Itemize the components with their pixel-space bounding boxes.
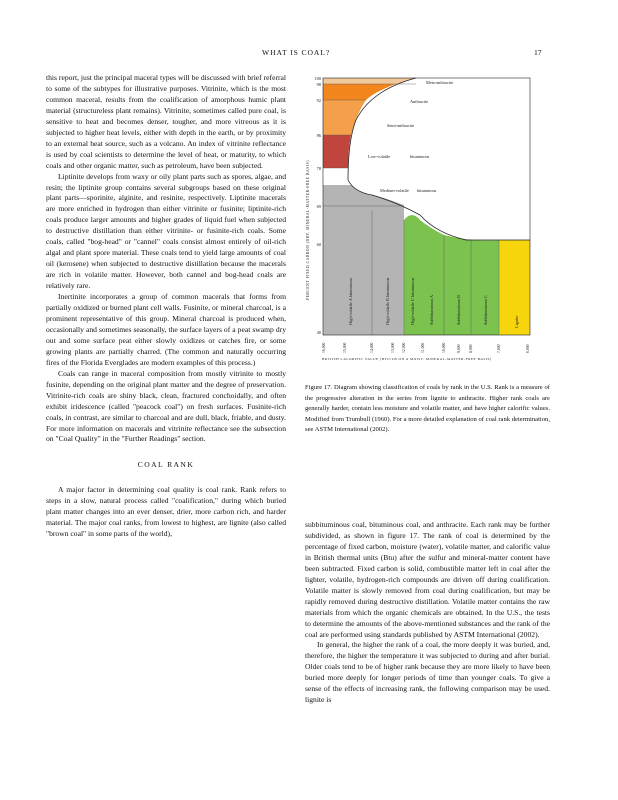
paragraph: In general, the higher the rank of a coal, the more deeply it was buried, and, therefore, the higher the temperature it was subjected to during and after burial. Older coals tend to be of higher rank because they are more likely to have been buried more deeply for longer periods of time than younger coals. To give a sense of the effects of increasing rank, the following comparison may be used. lignite is xyxy=(305,640,550,705)
y-axis-label: PERCENT FIXED CARBON (DRY, MINERAL-MATTER-FREE BASIS) xyxy=(306,159,310,300)
x-tick: 9,000 xyxy=(457,344,461,353)
section-heading-coal-rank: COAL RANK xyxy=(137,460,195,470)
rank-label-meta-anthracite: Meta-anthracite xyxy=(426,80,454,85)
y-tick: 100 xyxy=(314,76,321,81)
figure-caption: Figure 17. Diagram showing classification of coals by rank in the U.S. Rank is a measure of the progressive alteration in the series from lignite to anthracite. Higher rank coals are generally harder, contain less moisture and volatile matter, and have higher calorific values. Modified from Trumbull (1960). For a more detailed explanation of coal rank determination, see ASTM International (2002). xyxy=(305,384,550,434)
x-tick: 12,000 xyxy=(402,342,406,353)
rank-label-low-volatile: Low-volatile xyxy=(368,154,391,159)
y-axis-ticks xyxy=(314,76,321,335)
paragraph: subbituminous coal, bituminous coal, and anthracite. Each rank may be further subdivided, as shown in figure 17. The rank of coal is determined by the percentage of fixed carbon, moisture (water), volatile matter, and calorific value in British thermal units (Btu) after the sulfur and mineral-matter content have been subtracted. Fixed carbon is solid, combustible matter left in coal after the lighter, volatile, hydrogen-rich compounds are driven off during coalification. Volatile matter is slowly removed from coal during coalification, but may be rapidly removed during destructive distillation. Volatile matter contains the raw materials from which the organic chemicals are obtained. In the U.S., the tests to determine the amounts of the above-mentioned substances and the rank of the coal are performed using standards published by ASTM International (2002). xyxy=(305,520,550,639)
y-tick: 78 xyxy=(316,166,321,171)
running-title: WHAT IS COAL? xyxy=(262,48,331,57)
rank-label-subbit-a: Subbituminous A xyxy=(429,295,434,325)
x-tick: 7,000 xyxy=(497,344,501,353)
paragraph: Liptinite develops from waxy or oily plant parts such as spores, algae, and resin; the liptinite group contains several subgroups based on these original plant parts—sporinite, alginite, and resinite, respectively. Liptinite macerals are more enriched in hydrogen than either vitrinite or fusinite; liptinite-rich coals produce larger amounts and higher grades of liquid fuel when subjected to destructive distillation than either vitrinite- or fusinite-rich coals. Some coals, called "bog-head" or "cannel" coals consist almost entirely of oil-rich algal and plant spore material. These coals tend to yield large amounts of coal oil (kerosene) when subjected to destructive distillation because the macerals are rich in volatile matter. However, both cannel and bog-head coals are relatively rare. xyxy=(46,171,286,291)
rank-label-medium-volatile: Medium-volatile xyxy=(380,188,409,193)
x-tick: 16,000 xyxy=(322,342,326,353)
y-tick: 98 xyxy=(316,82,321,87)
right-text-column xyxy=(305,520,550,706)
coal-rank-figure xyxy=(296,70,560,370)
y-tick: 60 xyxy=(316,242,321,247)
rank-label-subbit-c: Subbituminous C xyxy=(483,295,488,325)
x-axis-ticks xyxy=(322,342,531,353)
paragraph: Inertinite incorporates a group of common macerals that forms from partially oxidized or burned plant cell walls. Fusinite, or mineral charcoal, is a prominent representative of this group. Mineral charcoal is produced when, occasionally and sometimes seasonally, the surface layers of a peat swamp dry out and some surface peat either slowly oxidizes or catches fire, or some growing plants are partially charred. (The common and naturally occurring fires of the Florida Everglades are modern examples of this process.) xyxy=(46,292,286,367)
low-volatile-region xyxy=(323,135,351,168)
x-tick: 8,000 xyxy=(469,344,473,353)
y-tick: 69 xyxy=(316,204,321,209)
coal-rank-diagram xyxy=(296,70,560,370)
rank-label-subbit-b: Subbituminous B xyxy=(456,295,461,325)
x-tick: 15,000 xyxy=(343,342,347,353)
rank-label-lignite: Lignite xyxy=(514,315,519,328)
page-number: 17 xyxy=(534,48,542,57)
paragraph: Coals can range in maceral composition from mostly vitrinite to mostly fusinite, depending on the original plant matter and the degree of preservation. Vitrinite-rich coals are shiny black, clean, fractured conchoidally, and often exhibit iridescence (called "peacock coal") on fresh surfaces. Fusinite-rich coals, in contrast, are similar to charcoal and are dull, black, friable, and dusty. For more information on macerals and vitrinite reflectance see the subsection on "Coal Quality" in the "Further Readings" section. xyxy=(46,368,286,444)
x-tick: 13,000 xyxy=(391,342,395,353)
rank-label-anthracite: Anthracite xyxy=(410,99,429,104)
y-tick: 92 xyxy=(316,98,321,103)
x-tick: 11,000 xyxy=(421,342,425,353)
rank-label-medium-volatile-bituminous: bituminous xyxy=(417,188,437,193)
rank-label-low-volatile-bituminous: bituminous xyxy=(410,154,430,159)
x-tick: 6,000 xyxy=(526,344,530,353)
rank-label-hvcb: High-volatile C bituminous xyxy=(410,277,415,325)
rank-label-hvab: High-volatile A bituminous xyxy=(348,277,353,325)
paragraph: A major factor in determining coal quality is coal rank. Rank refers to steps in a slow, natural process called "coalification," during which buried plant matter changes into an ever denser, drier, more carbon rich, and harder material. The major coal ranks, from lowest to highest, are lignite (also called "brown coal" in some parts of the world), xyxy=(46,485,286,539)
x-tick: 10,000 xyxy=(442,342,446,353)
rank-label-semi-anthracite: Semi-anthracite xyxy=(387,123,415,128)
y-tick: 86 xyxy=(316,133,321,138)
x-tick: 14,000 xyxy=(370,342,374,353)
x-axis-label: BRITISH CALORIFIC VALUE (BTU/LB ON A MOIST, MINERAL-MATTER-FREE BASIS) xyxy=(322,357,492,361)
rank-label-hvbb: High-volatile B bituminous xyxy=(385,277,390,325)
y-tick: 40 xyxy=(316,330,321,335)
left-text-column xyxy=(46,73,286,540)
paragraph: this report, just the principal maceral types will be discussed with brief referral to some of the subtypes for illustrative purposes. Vitrinite, which is the most common maceral, results from the coalification of amorphous humic plant material (structureless plant remains). Vitrinite, sometimes called pure coal, is sensitive to heat and becomes denser, tougher, and more vitreous as it is subjected to higher heat levels, either with depth in the earth, or by proximity to an external heat source, such as a volcano. An index of vitrinite reflectance is used by coal scientists to determine the level of heat, or maturity, to which coals and other organic matter, such as petroleum, have been subjected. xyxy=(46,73,286,170)
page-header xyxy=(0,48,618,62)
